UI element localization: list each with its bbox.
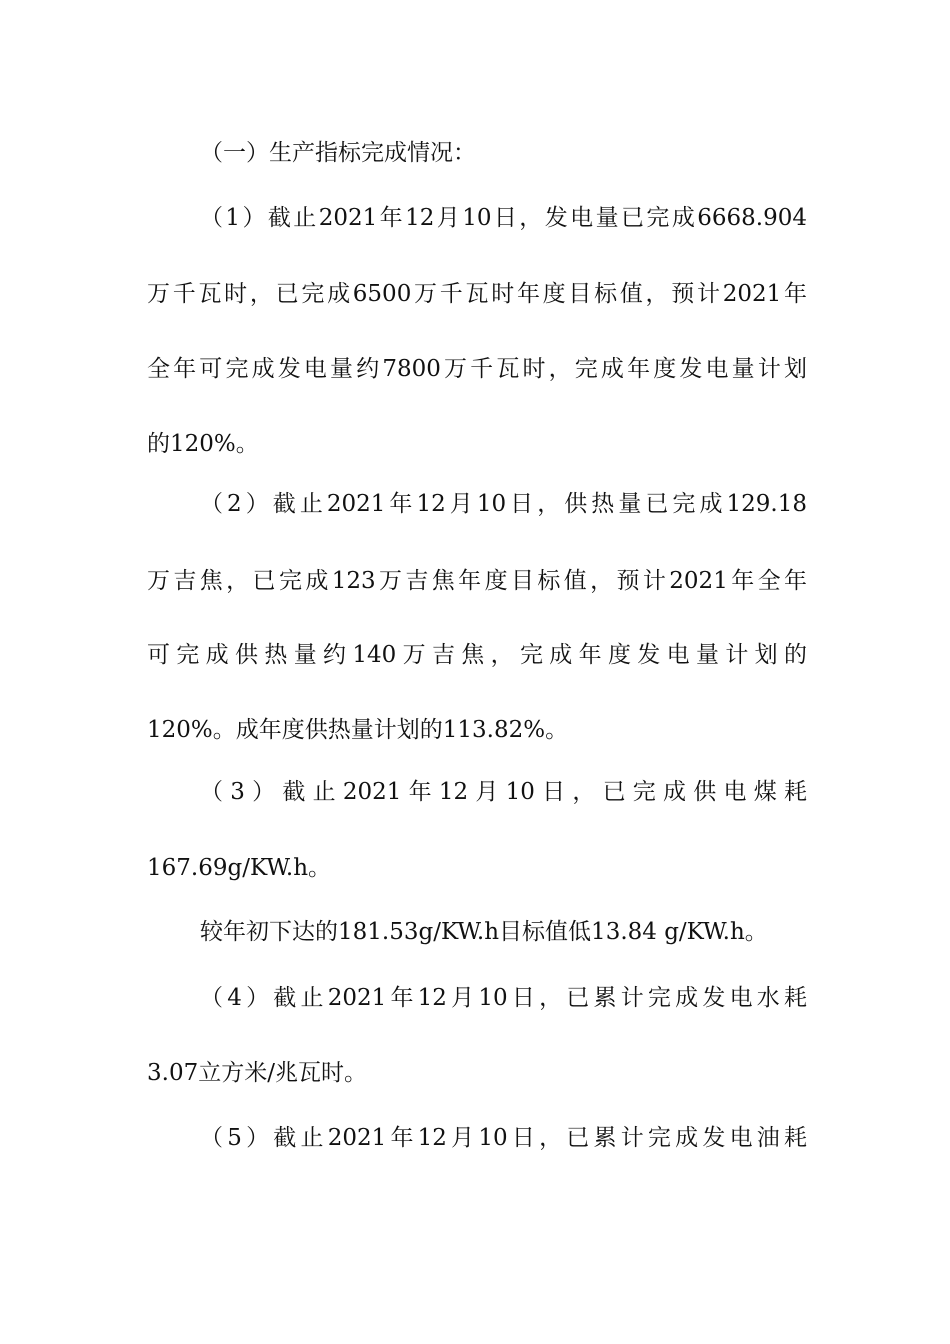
paragraph-3-line-1: （3）截止2021年12月10日，已完成供电煤耗 bbox=[200, 779, 807, 805]
paragraph-2-line-3: 可完成供热量约140万吉焦，完成年度发电量计划的 bbox=[147, 642, 807, 668]
paragraph-1-line-1: （1）截止2021年12月10日，发电量已完成6668.904 bbox=[200, 205, 807, 231]
paragraph-2-line-1: （2）截止2021年12月10日，供热量已完成129.18 bbox=[200, 491, 807, 517]
paragraph-3-note: 较年初下达的181.53g/KW.h目标值低13.84 g/KW.h。 bbox=[200, 919, 768, 945]
paragraph-4-line-2: 3.07立方米/兆瓦时。 bbox=[147, 1060, 367, 1086]
paragraph-1-line-4: 的120%。 bbox=[147, 431, 259, 457]
paragraph-2-line-4: 120%。成年度供热量计划的113.82%。 bbox=[147, 717, 569, 743]
paragraph-5-line-1: （5）截止2021年12月10日，已累计完成发电油耗 bbox=[200, 1125, 807, 1151]
paragraph-3-line-2: 167.69g/KW.h。 bbox=[147, 855, 332, 881]
paragraph-2-line-2: 万吉焦，已完成123万吉焦年度目标值，预计2021年全年 bbox=[147, 568, 807, 594]
paragraph-4-line-1: （4）截止2021年12月10日，已累计完成发电水耗 bbox=[200, 985, 807, 1011]
paragraph-1-line-2: 万千瓦时，已完成6500万千瓦时年度目标值，预计2021年 bbox=[147, 281, 807, 307]
section-heading: （一）生产指标完成情况： bbox=[200, 140, 476, 166]
paragraph-1-line-3: 全年可完成发电量约7800万千瓦时，完成年度发电量计划 bbox=[147, 356, 807, 382]
